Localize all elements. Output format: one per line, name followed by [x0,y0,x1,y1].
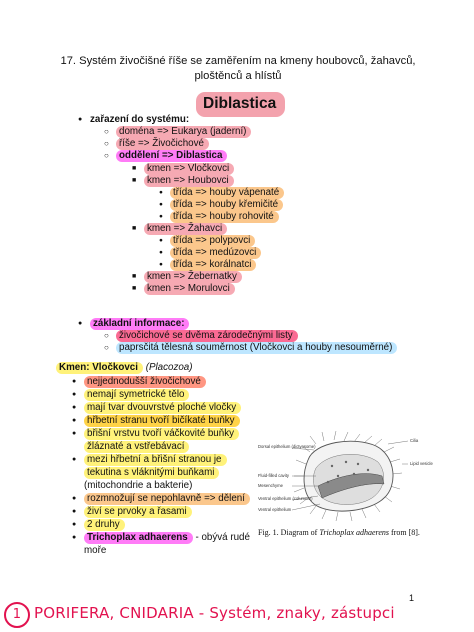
phylum-zebernatky: ■ kmen => Žebernatky [144,271,242,283]
phylum-zahavci: ■ kmen => Žahavci [144,223,227,235]
basic-info-item-2: ○ paprsčitá tělesná souměrnost (Vločkovci a houby nesouměrné) [116,342,397,354]
phylum-houbovci: ■ kmen => Houbovci [144,175,234,187]
class-polypovci: ● třída => polypovci [170,235,255,247]
kingdom-item: ○ říše => Živočichové [116,138,209,150]
fact-4: ● hřbetní stranu tvoří bičíkaté buňky [84,415,240,427]
fact-10-cont: moře [84,545,107,556]
circled-number: 1 [4,602,30,628]
system-label: ● zařazení do systému: [90,114,189,126]
title-line-2: ploštěnců a hlístů [194,70,282,82]
fact-9: ● 2 druhy [84,519,125,531]
label-mesenchyme: Mesenchyme [258,483,283,488]
fact-1: ● nejjednodušší živočichové [84,376,206,388]
trichoplax-diagram [258,430,438,524]
trichoplax-illustration [258,430,438,524]
division-item: ○ oddělení => Diblastica [116,150,227,162]
fact-5: ● břišní vrstvu tvoří váčkovité buňky [84,428,239,440]
page-title [40,54,436,84]
label-lipid-vesicle: Lipid vesicle [410,461,433,466]
fact-10: ● Trichoplax adhaerens - obývá rudé [84,532,250,544]
handwritten-text: PORIFERA, CNIDARIA - Systém, znaky, zástupci [34,604,395,622]
handwritten-note [4,602,395,628]
class-rohovite: ● třída => houby rohovité [170,211,279,223]
title-line-1: 17. Systém živočišné říše se zaměřením na kmeny houbovců, žahavců, [60,55,416,67]
fact-6-cont2: (mitochondrie a bakterie) [84,480,193,491]
fact-8: ● živí se prvoky a řasami [84,506,192,518]
phylum-title: Kmen: Vločkovci (Placozoa) [56,362,193,373]
fact-6-cont: tekutina s vláknitými buňkami [84,467,219,479]
label-fluid-cavity: Fluid-filled cavity [258,473,289,478]
fact-3: ● mají tvar dvouvrstvé ploché vločky [84,402,241,414]
fact-6: ● mezi hřbetní a břišní stranou je [84,454,227,466]
fact-7: ● rozmnožují se nepohlavně => dělení [84,493,250,505]
class-kremicite: ● třída => houby křemičité [170,199,283,211]
basic-info-label: ● základní informace: [90,318,189,330]
basic-info-item-1: ○ živočichové se dvěma zárodečnými listy [116,330,298,342]
domain-item: ○ doména => Eukarya (jaderní) [116,126,251,138]
label-ventral-epithelium-columnar: Ventral epithelium (columnar) [258,496,313,501]
figure-caption: Fig. 1. Diagram of Trichoplax adhaerens from [8]. [258,528,420,537]
class-meduzovci: ● třída => medúzovci [170,247,261,259]
page-number: 1 [409,593,415,603]
label-dorsal-epithelium: Dorsal epithelium (dictyosome) [258,444,316,449]
heading-wrap [196,92,285,117]
label-ventral-epithelium: Ventral epithelium [258,507,292,512]
section-heading: Diblastica [196,92,285,117]
fact-5-cont: žláznaté a vstřebávací [84,441,189,453]
phylum-vlockovci: ■ kmen => Vločkovci [144,163,234,175]
fact-2: ● nemají symetrické tělo [84,389,189,401]
phylum-morulovci: ■ kmen => Morulovci [144,283,235,295]
class-koralnatci: ● třída => korálnatci [170,259,256,271]
label-cilia: Cilia [410,438,419,443]
class-vapenate: ● třída => houby vápenaté [170,187,284,199]
